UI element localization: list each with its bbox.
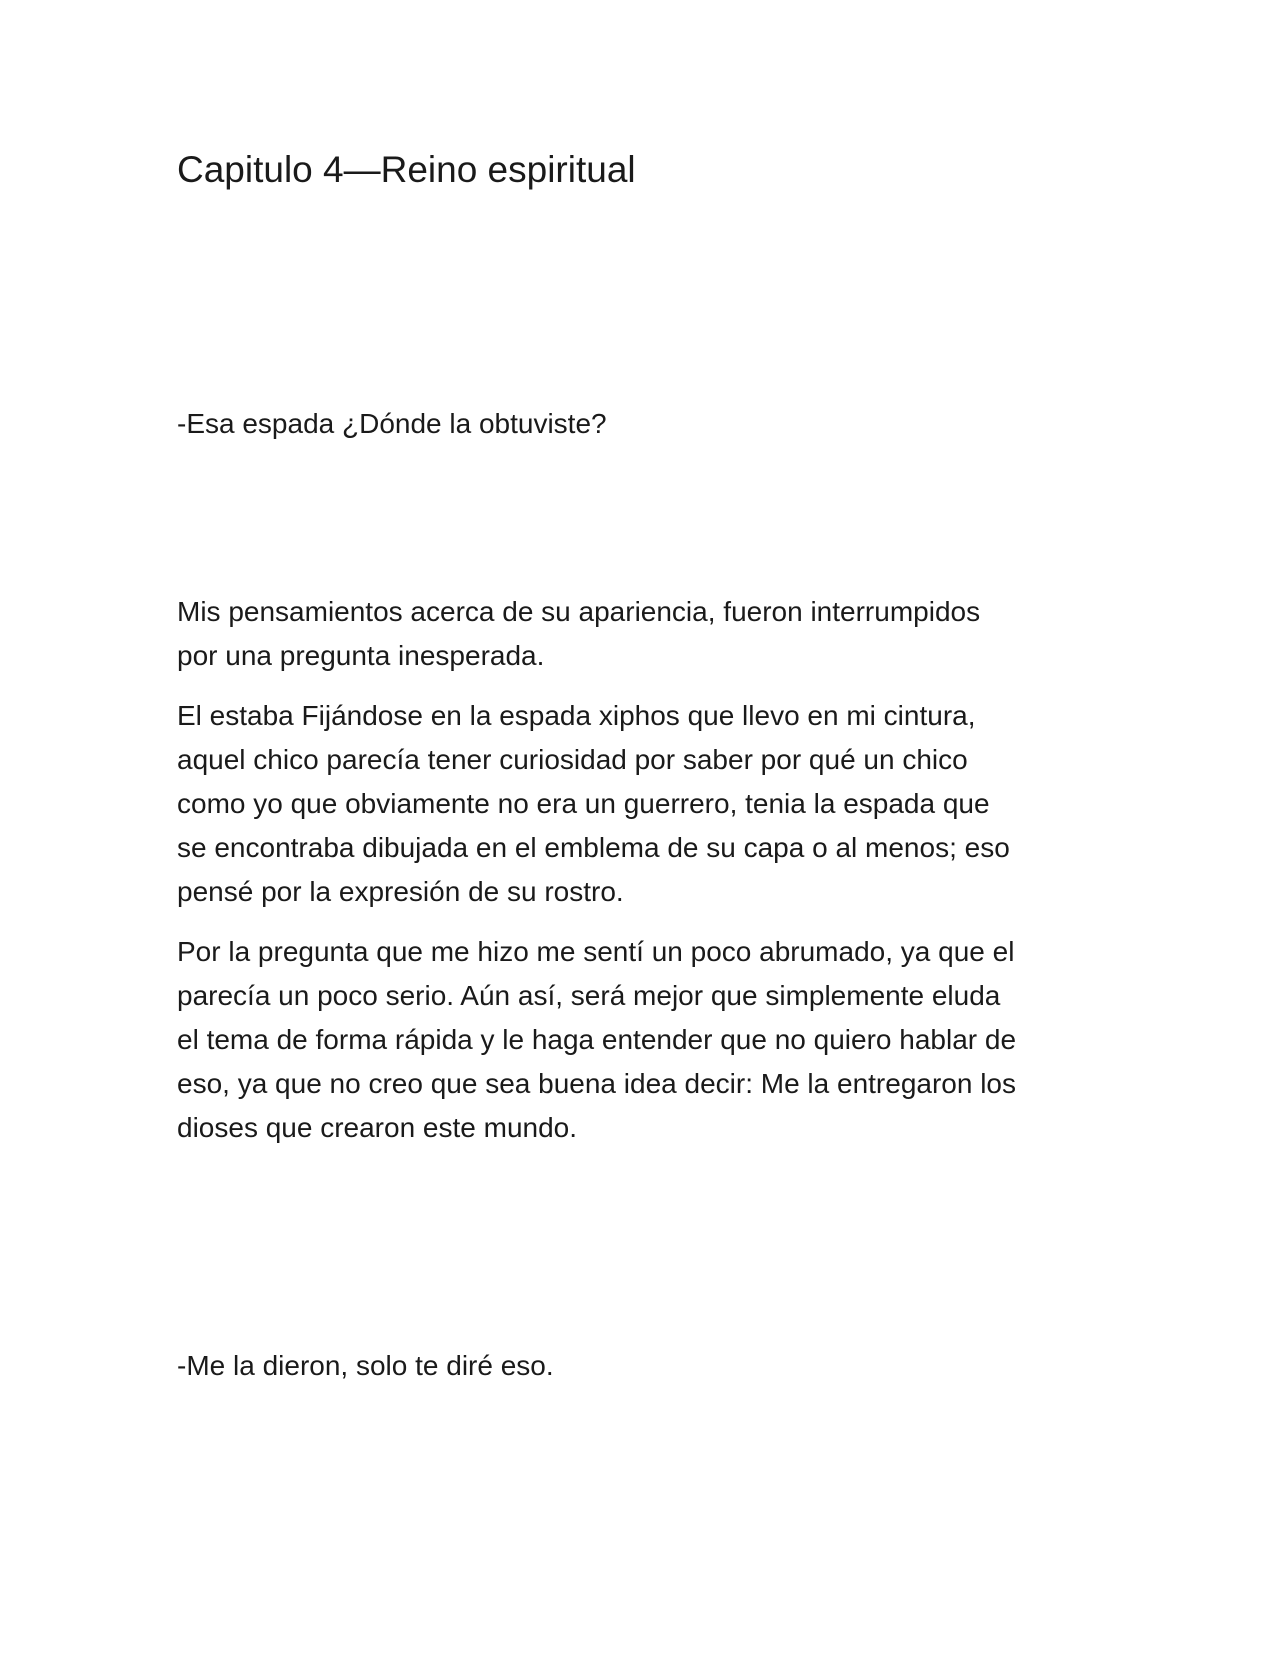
dialogue-line-answer: -Me la dieron, solo te diré eso. — [177, 1350, 554, 1381]
text-line: pensé por la expresión de su rostro. — [177, 876, 624, 907]
text-line: eso, ya que no creo que sea buena idea decir: Me la entregaron los — [177, 1068, 1017, 1099]
text-line: El estaba Fijándose en la espada xiphos que llevo en mi cintura, — [177, 700, 976, 731]
text-line: dioses que crearon este mundo. — [177, 1112, 578, 1143]
text-line: por una pregunta inesperada. — [177, 640, 545, 671]
text-line: aquel chico parecía tener curiosidad por saber por qué un chico — [177, 744, 968, 775]
text-line: parecía un poco serio. Aún así, será mejor que simplemente eluda — [177, 980, 1001, 1011]
text-line: se encontraba dibujada en el emblema de su capa o al menos; eso — [177, 832, 1010, 863]
paragraph-1 — [177, 590, 1117, 678]
chapter-title: Capitulo 4—Reino espiritual — [177, 149, 636, 190]
text-line: como yo que obviamente no era un guerrero, tenia la espada que — [177, 788, 990, 819]
narration-block — [177, 590, 1117, 1166]
text-line: Mis pensamientos acerca de su apariencia, fueron interrumpidos — [177, 596, 981, 627]
paragraph-2 — [177, 694, 1117, 914]
paragraph-3 — [177, 930, 1117, 1150]
text-line: Por la pregunta que me hizo me sentí un poco abrumado, ya que el — [177, 936, 1015, 967]
dialogue-line-question: -Esa espada ¿Dónde la obtuviste? — [177, 408, 607, 439]
text-line: el tema de forma rápida y le haga entender que no quiero hablar de — [177, 1024, 1017, 1055]
